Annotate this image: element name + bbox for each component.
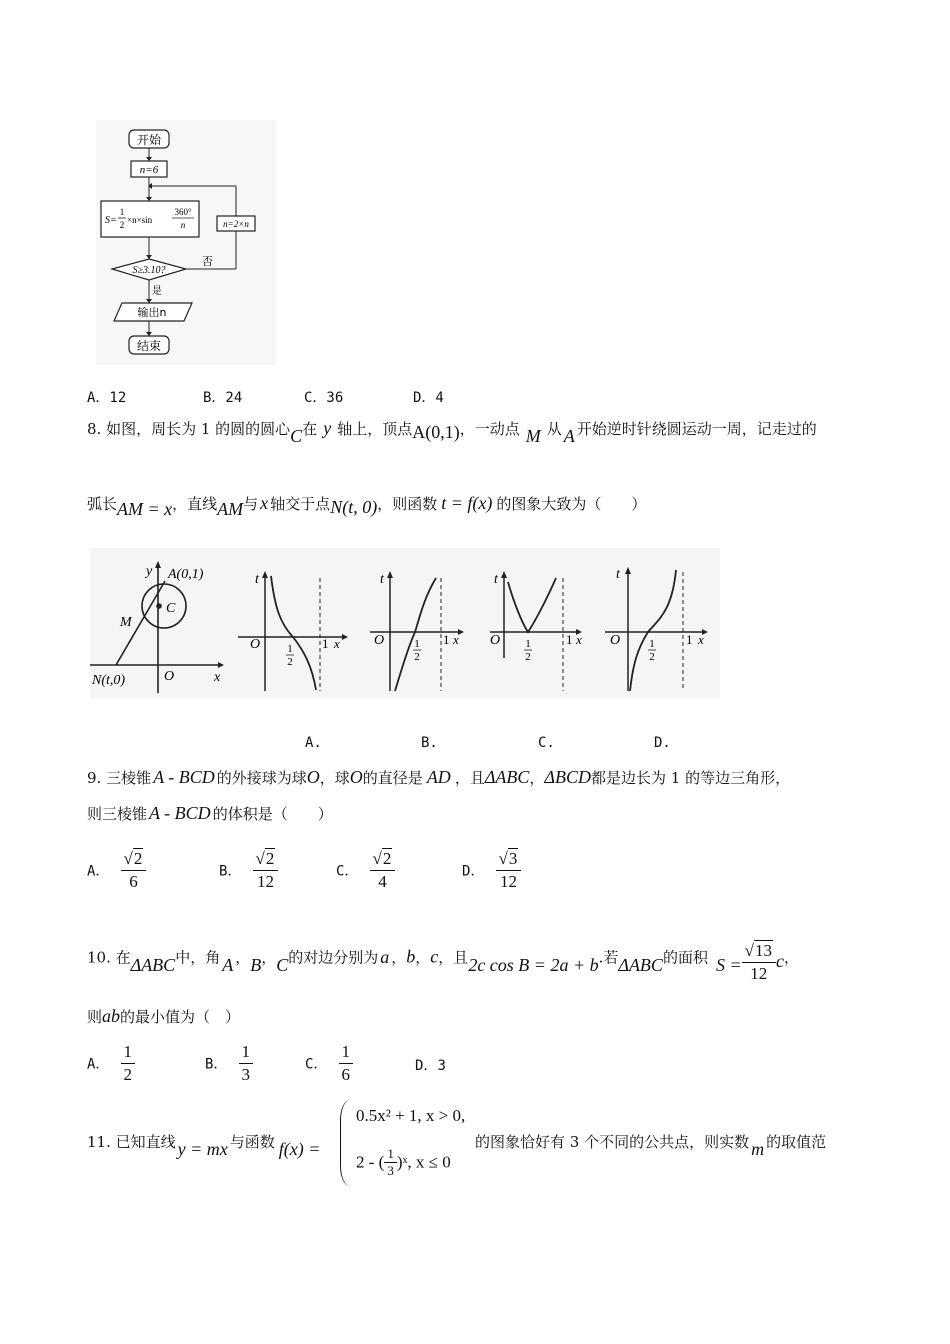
flowchart-formula-half-num: 1: [119, 207, 125, 217]
flowchart-update-text: n=2×n: [223, 219, 249, 229]
flowchart-formula-prefix: S=: [105, 215, 117, 226]
q8-line2: 弧长AM = x，直线AM与 x 轴交于点N(t, 0)，则函数 t = f(x) 的图象大致为（ ）: [87, 493, 647, 519]
svg-text:1: 1: [287, 643, 293, 655]
q11-case-1: 0.5x² + 1, x > 0,: [356, 1106, 466, 1125]
svg-text:1: 1: [566, 632, 573, 647]
q8-option-a: A.: [305, 735, 322, 751]
q10-option-b: B． $\frac{1}{3}$: [205, 1041, 253, 1086]
q10-option-d: D．3: [415, 1058, 446, 1074]
q8-label-x: x: [214, 670, 221, 685]
q7-option-b: B．24: [203, 390, 243, 406]
q7-option-c: C．36: [304, 390, 344, 406]
q11-line: 11. 已知直线 y = mx 与函数 f(x) =: [87, 1133, 321, 1159]
svg-text:x: x: [698, 632, 704, 647]
svg-text:O: O: [610, 633, 621, 648]
q10-line1: 10. 在ΔABC中，角 A ，B，C的对边分别为 a ，b，c，且2c cos B = 2a + b.若ΔABC的面积 S = $\frac{√13}{12}$ c，: [87, 941, 799, 983]
q10-line2: 则ab的最小值为（ ）: [87, 1006, 241, 1026]
q8-option-c: C.: [538, 735, 555, 751]
svg-text:t: t: [380, 572, 384, 587]
q8-label-y: y: [146, 564, 153, 579]
flowchart-formula-angle-num: 360°: [174, 207, 192, 217]
flowchart: [96, 120, 276, 365]
svg-text:2: 2: [525, 651, 531, 663]
flowchart-start-text: 开始: [136, 133, 162, 147]
svg-text:O: O: [374, 633, 385, 648]
flowchart-formula-half-den: 2: [119, 220, 125, 230]
flowchart-formula-angle-den: n: [180, 220, 186, 230]
svg-text:O: O: [250, 637, 261, 652]
flowchart-init-text: n=6: [139, 164, 159, 176]
flowchart-no-label: 否: [202, 255, 213, 268]
q8-figure: [90, 548, 720, 698]
svg-text:1: 1: [525, 638, 531, 650]
svg-text:1: 1: [686, 632, 693, 647]
svg-text:1: 1: [414, 638, 420, 650]
q11-line-rest: 的图象恰好有 3 个不同的公共点，则实数 m 的取值范: [475, 1133, 827, 1159]
svg-text:2: 2: [649, 651, 655, 663]
flowchart-output-text: 输出n: [137, 306, 167, 319]
q8-label-a: A(0,1): [168, 567, 204, 582]
q9-line1: 9. 三棱锥 A - BCD 的外接球为球O，球O的直径是 AD ，且ΔABC，ΔBCD都是边长为 1 的等边三角形，: [87, 767, 791, 787]
flowchart-condition: S≥3.10?: [132, 265, 166, 276]
q9-option-a: A． $\frac{√2}{6}$: [87, 848, 146, 893]
svg-text:2: 2: [287, 656, 293, 668]
svg-text:x: x: [453, 632, 459, 647]
q10-option-a: A． $\frac{1}{2}$: [87, 1041, 135, 1086]
q9-option-b: B． $\frac{√2}{12}$: [219, 848, 278, 893]
q9-option-d: D． $\frac{√3}{12}$: [462, 848, 521, 893]
svg-text:1: 1: [649, 638, 655, 650]
q8-line1: 8. 如图，周长为 1 的圆的圆心C在 y 轴上，顶点A(0,1)，一动点 M 从 A 开始逆时针绕圆运动一周，记走过的: [87, 418, 817, 446]
q8-option-d: D.: [654, 735, 671, 751]
q8-label-n: N(t,0): [92, 673, 126, 688]
svg-text:t: t: [616, 567, 620, 582]
q8-label-m: M: [120, 615, 132, 630]
flowchart-formula-mid: ×n×sin: [127, 215, 153, 225]
q11-case-2: 2 - ( $\frac{1}{3}$ )ˣ, x ≤ 0: [356, 1146, 451, 1178]
svg-text:t: t: [255, 572, 259, 587]
q11-brace: [340, 1100, 353, 1186]
q8-label-c: C: [166, 601, 176, 616]
q8-label-o: O: [164, 669, 175, 684]
q7-option-d: D．4: [413, 390, 444, 406]
svg-text:x: x: [334, 636, 340, 651]
svg-text:O: O: [490, 633, 501, 648]
flowchart-end-text: 结束: [136, 339, 162, 353]
svg-text:x: x: [576, 632, 582, 647]
q7-option-a: A．12: [87, 390, 127, 406]
q9-option-c: C． $\frac{√2}{4}$: [336, 848, 395, 893]
svg-text:2: 2: [414, 651, 420, 663]
flowchart-yes-label: 是: [152, 286, 162, 297]
svg-text:t: t: [494, 572, 498, 587]
q10-option-c: C． $\frac{1}{6}$: [305, 1041, 353, 1086]
svg-text:1: 1: [443, 632, 450, 647]
svg-text:1: 1: [322, 636, 329, 651]
q9-line2: 则三棱锥 A - BCD 的体积是（ ）: [87, 803, 333, 823]
q8-option-b: B.: [421, 735, 438, 751]
